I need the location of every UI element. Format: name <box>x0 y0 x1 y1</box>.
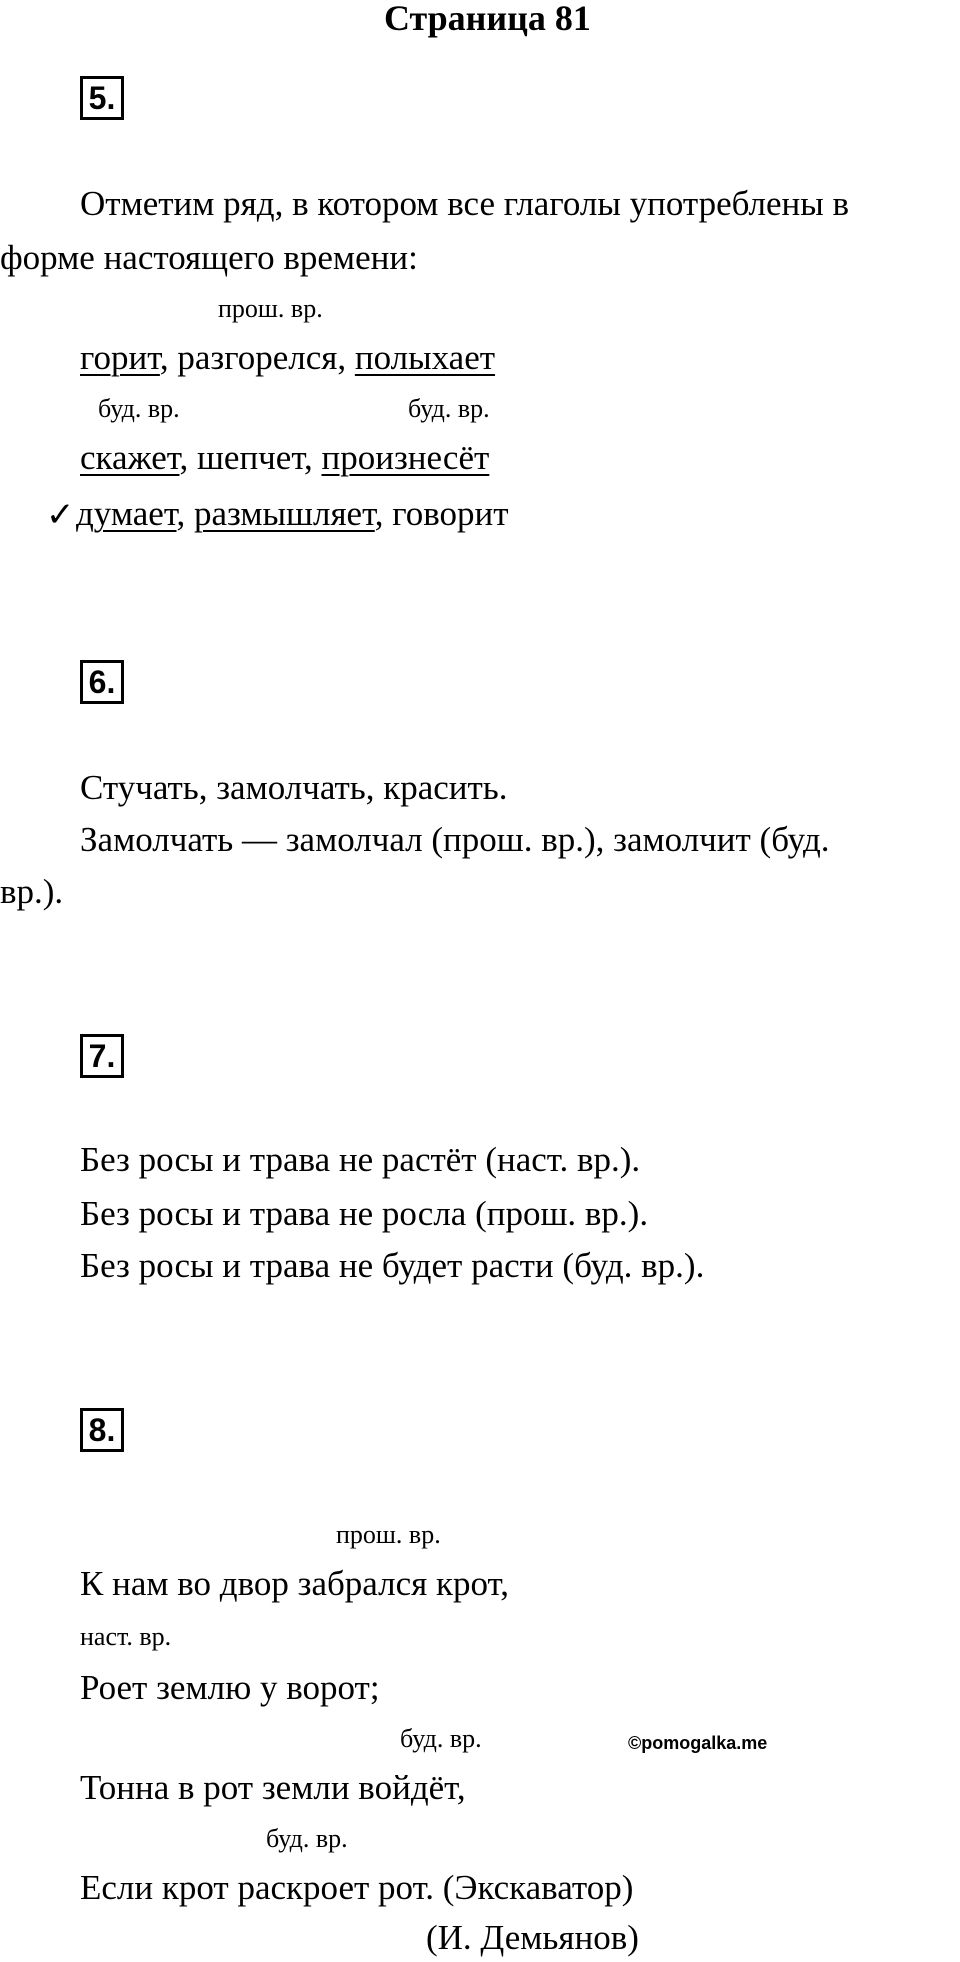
check-mark-icon: ✓ <box>46 495 75 535</box>
verb-govorit: , говорит <box>374 494 509 533</box>
task-8-note-4: буд. вр. <box>266 1824 348 1853</box>
verb-skazhet: скажет <box>80 438 180 477</box>
verb-polykhaet: полыхает <box>354 338 496 377</box>
task-5-row-2 <box>80 440 489 475</box>
task-7-line-2: Без росы и трава не росла (прош. вр.). <box>80 1194 649 1233</box>
task-8-line-4: Если крот раскроет рот. (Экскаватор) <box>80 1868 634 1907</box>
task-5-row-1 <box>80 340 495 375</box>
verb-separator: , шепчет, <box>179 438 322 477</box>
page-title: Страница 81 <box>384 0 591 38</box>
verb-dumaet: думает <box>76 494 177 533</box>
task-7-line-3: Без росы и трава не будет расти (буд. вр.). <box>80 1246 705 1285</box>
task-6-line-2: Замолчать — замолчал (прош. вр.), замолчит (буд. <box>80 820 830 859</box>
task-8-note-3: буд. вр. <box>400 1724 482 1753</box>
task-5-row-2-note-right: буд. вр. <box>408 394 490 423</box>
task-8-line-1: К нам во двор забрался крот, <box>80 1564 509 1603</box>
verb-proiznesyot: произнесёт <box>321 438 490 477</box>
task-8-number: 8. <box>80 1408 124 1452</box>
verb-razmyshlyaet: размышляет <box>194 494 375 533</box>
task-8-note-1: прош. вр. <box>336 1520 441 1549</box>
task-8-author: (И. Демьянов) <box>426 1918 639 1957</box>
verb-separator: , разгорелся, <box>159 338 355 377</box>
task-5-row-2-note-left: буд. вр. <box>98 394 180 423</box>
task-5-intro-line-1: Отметим ряд, в котором все глаголы употреблены в <box>80 184 850 223</box>
task-5-row-1-note: прош. вр. <box>218 294 323 323</box>
task-8-line-2: Роет землю у ворот; <box>80 1668 380 1707</box>
task-5-number: 5. <box>80 76 124 120</box>
task-6-line-3: вр.). <box>0 872 64 911</box>
task-6-line-1: Стучать, замолчать, красить. <box>80 768 508 807</box>
watermark: ©pomogalka.me <box>628 1733 768 1753</box>
task-6-number: 6. <box>80 660 124 704</box>
verb-separator: , <box>176 494 194 533</box>
verb-gorit: горит <box>80 338 160 377</box>
task-5-row-3 <box>76 496 509 531</box>
task-5-intro-line-2: форме настоящего времени: <box>0 238 418 277</box>
task-8-line-3: Тонна в рот земли войдёт, <box>80 1768 466 1807</box>
task-8-note-2: наст. вр. <box>80 1622 172 1651</box>
task-7-line-1: Без росы и трава не растёт (наст. вр.). <box>80 1140 641 1179</box>
task-7-number: 7. <box>80 1034 124 1078</box>
